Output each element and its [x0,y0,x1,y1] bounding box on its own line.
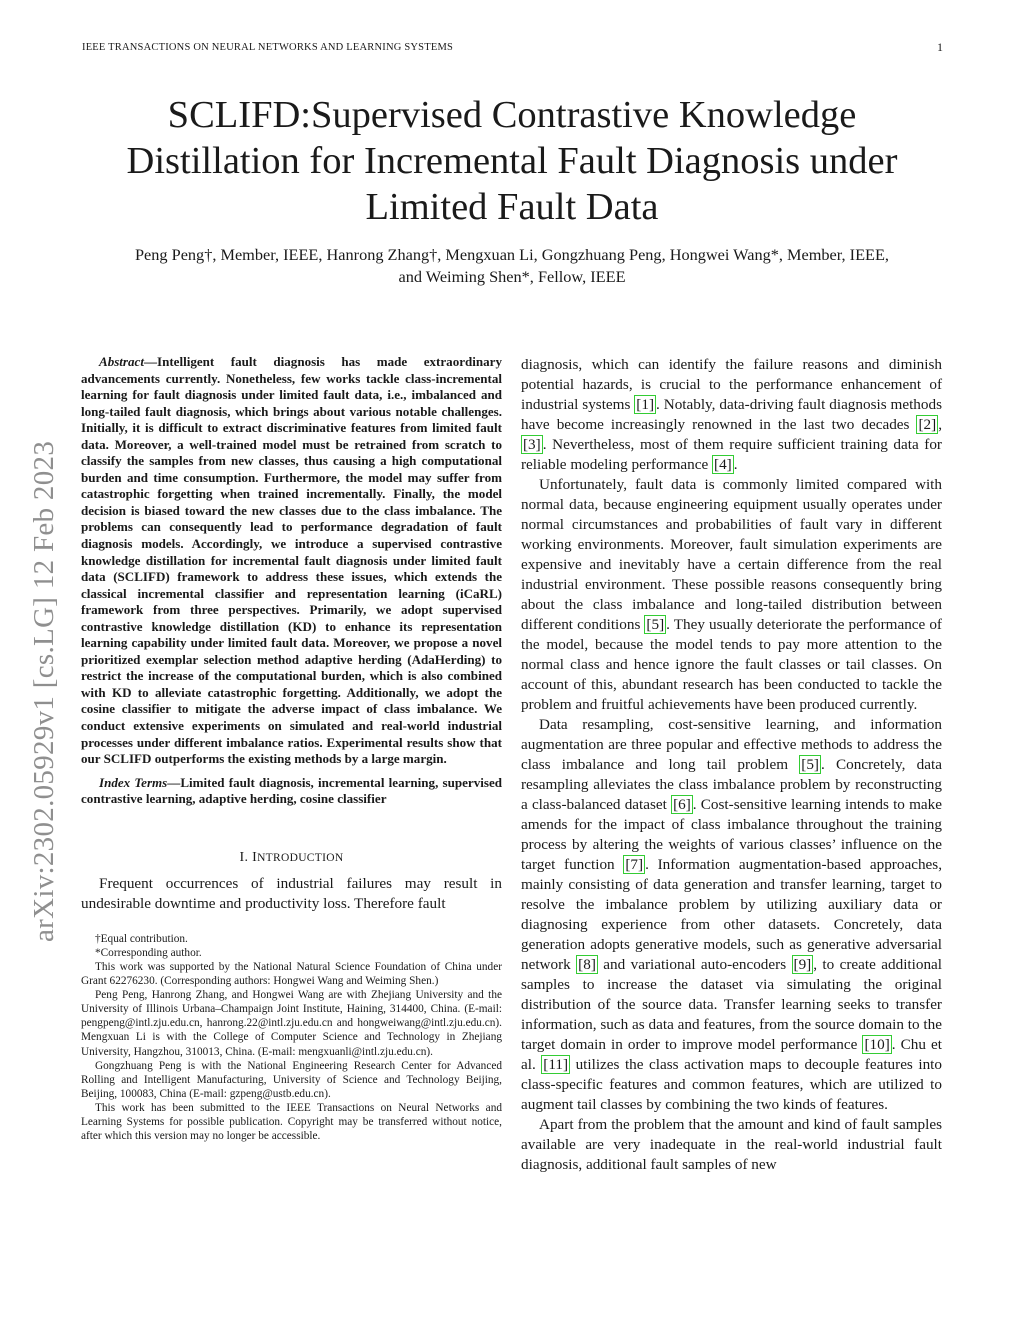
citation-link[interactable]: [4] [714,456,732,473]
text-run: diagnosis, which can identify the failure reasons and diminish potential hazards, is crucial to the performance enhancement of industrial systems [521,356,942,413]
citation-link[interactable]: [9] [793,956,812,973]
footnote-corresponding: *Corresponding author. [95,946,202,959]
intro-paragraph-3 [521,715,942,1115]
section-title-rest: NTRODUCTION [257,851,344,864]
intro-paragraph-2 [521,475,942,715]
text-run: . Chu et al. [521,1036,942,1073]
right-column [521,355,942,1175]
text-run: utilizes the class activation maps to decouple features into class-specific features and common features, which are utilized to augment tail classes by combining the two kinds of features. [521,1056,943,1113]
index-terms [81,775,502,808]
index-terms-label: Index Terms [99,774,168,790]
text-run: . [733,456,738,473]
intro-paragraph-4: Apart from the problem that the amount and kind of fault samples available are very inadequate in the real-world industrial fault diagnosis, additional fault samples of new [521,1116,942,1173]
text-run: and variational auto-encoders [597,956,792,973]
text-run: . They usually deteriorate the performance of the model, because the model tends to pay more attention to the normal class and hence ignore the fault classes or tail classes. On account of this, abundant research has been conducted to tackle the problem and fruitful achievements have been produced currently. [521,616,942,713]
text-run: , [938,416,942,433]
index-terms-text: —Limited fault diagnosis, incremental learning, supervised contrastive learning, adaptive herding, cosine classifier [81,774,502,807]
intro-paragraph-1: Frequent occurrences of industrial failures may result in undesirable downtime and productivity loss. Therefore fault [81,874,502,912]
section-initial: I [252,849,258,865]
text-run: Unfortunately, fault data is commonly limited compared with normal data, because engineering equipment usually operates under normal circumstances and probabilities of fault vary in different working environments. Moreover, fault simulation experiments are expensive and inevitably have a certain difference from the real industrial environment. These possible reasons consequently bring about the class imbalance and long-tailed distribution between different conditions [521,476,942,633]
footnote-funding: This work was supported by the National Natural Science Foundation of China under Grant 62276230. (Corresponding authors: Hongwei Wang and Weiming Shen.) [81,960,502,988]
footnote-affiliation-2: Gongzhuang Peng is with the National Engineering Research Center for Advanced Rolling and Intelligent Manufacturing, University of Science and Technology Beijing, Beijing, 100083, China (E-mail: gzpeng@ustb.edu.cn). [81,1059,502,1100]
title-line-2: Distillation for Incremental Fault Diagnosis under [126,140,898,182]
abstract [81,354,502,768]
footnote-equal-contribution: †Equal contribution. [95,932,188,945]
running-head: IEEE TRANSACTIONS ON NEURAL NETWORKS AND LEARNING SYSTEMS [82,42,454,53]
citation-link[interactable]: [3] [523,436,541,453]
citation-link[interactable]: [6] [673,796,691,813]
citation-link[interactable]: [7] [625,856,644,873]
citation-link[interactable]: [10] [864,1036,890,1053]
authors-line-2: and Weiming Shen*, Fellow, IEEE [398,267,626,286]
citation-link[interactable]: [5] [646,616,665,633]
text-run: . Concretely, data resampling alleviates the class imbalance problem by reconstructing a class-balanced dataset [521,756,942,813]
title-line-1: SCLIFD:Supervised Contrastive Knowledge [167,94,857,136]
citation-link[interactable]: [11] [543,1056,569,1073]
section-heading-introduction [81,850,502,866]
footnote-submission: This work has been submitted to the IEEE Transactions on Neural Networks and Learning Systems for possible publication. Copyright may be transferred without notice, after which this version may no longer be accessible. [81,1101,502,1143]
left-column [81,354,502,1143]
text-run: . Nevertheless, most of them require sufficient training data for reliable modeling performance [521,436,942,473]
arxiv-stamp: arXiv:2302.05929v1 [cs.LG] 12 Feb 2023 [28,440,60,942]
page-number: 1 [937,40,943,54]
footnote-affiliation-1: Peng Peng, Hanrong Zhang, and Hongwei Wang are with Zhejiang University and the University of Illinois Urbana–Champaign Joint Institute, Haining, 314400, China. (E-mail: pengpeng@intl.zju.edu.cn, hanrong.22@intl.zju.edu.cn and hongweiwang@intl.zju.edu.cn). Mengxuan Li is with the College of Computer Science and Technology in Zhejiang University, Hangzhou, 310013, China. (E-mail: mengxuanli@intl.zju.edu.cn). [81,989,502,1058]
abstract-text: —Intelligent fault diagnosis has made extraordinary advancements currently. Nonetheless, few works tackle class-incremental learning for fault diagnosis under limited fault data, i.e., imbalanced and long-tailed fault diagnosis, which brings about various notable challenges. Initially, it is difficult to extract discriminative features from limited fault data. Moreover, a well-trained model must be retrained from scratch to classify the samples from new classes, thus causing a high computational burden and time consumption. Furthermore, the model may suffer from catastrophic forgetting when trained incrementally. Finally, the model decision is biased toward the new classes due to the class imbalance. The problems can consequently lead to performance degradation of fault diagnosis models. Accordingly, we introduce a supervised contrastive knowledge distillation for incremental fault diagnosis under limited fault data (SCLIFD) framework to address these issues, which extends the classical incremental classifier and representation learning (iCaRL) framework from three perspectives. Primarily, we adopt supervised contrastive knowledge distillation (KD) to enhance its representation learning capability under limited fault data. Moreover, we propose a novel prioritized exemplar selection method adaptive herding (AdaHerding) to restrict the increase of the computational burden, which is also combined with KD to alleviate catastrophic forgetting. Additionally, we adopt the cosine classifier to mitigate the adverse impact of class imbalance. We conduct extensive experiments on simulated and real-world industrial processes under different imbalance ratios. Experimental results show that our SCLIFD outperforms the existing methods by a large margin. [81,354,502,767]
intro-paragraph-continued [521,355,942,475]
text-run: . Cost-sensitive learning intends to make amends for the impact of class imbalance throughout the training process by altering the weights of various classes’ influence on the target function [521,796,942,873]
title-line-3: Limited Fault Data [365,186,659,228]
abstract-label: Abstract [99,354,144,369]
section-number: I. [239,849,253,865]
citation-link[interactable]: [5] [801,756,819,773]
footnotes [81,932,502,1143]
author-list [70,244,954,288]
paper-title [60,92,964,230]
text-run: , to create additional samples to increase the dataset via simulating the original distribution of the source data. Transfer learning seeks to transfer information, such as data and features, from the source domain to the target domain in order to improve model performance [521,956,942,1053]
text-run: . Notably, data-driving fault diagnosis methods have become increasingly renowned in the last two decades [521,396,943,433]
text-run: . Information augmentation-based approaches, mainly consisting of data generation and transfer learning, target to resolve the imbalance problem by utilizing auxiliary data or diagnosing experience from other datasets. Concretely, data generation adopts generative models, such as generative adversarial network [521,856,942,973]
text-run: Data resampling, cost-sensitive learning, and information augmentation are three popular and effective methods to address the class imbalance and long tail problem [521,716,942,773]
citation-link[interactable]: [1] [636,396,655,413]
citation-link[interactable]: [8] [578,956,596,973]
authors-line-1: Peng Peng†, Member, IEEE, Hanrong Zhang†, Mengxuan Li, Gongzhuang Peng, Hongwei Wang*, Member, IEEE, [135,245,889,264]
citation-link[interactable]: [2] [918,416,937,433]
